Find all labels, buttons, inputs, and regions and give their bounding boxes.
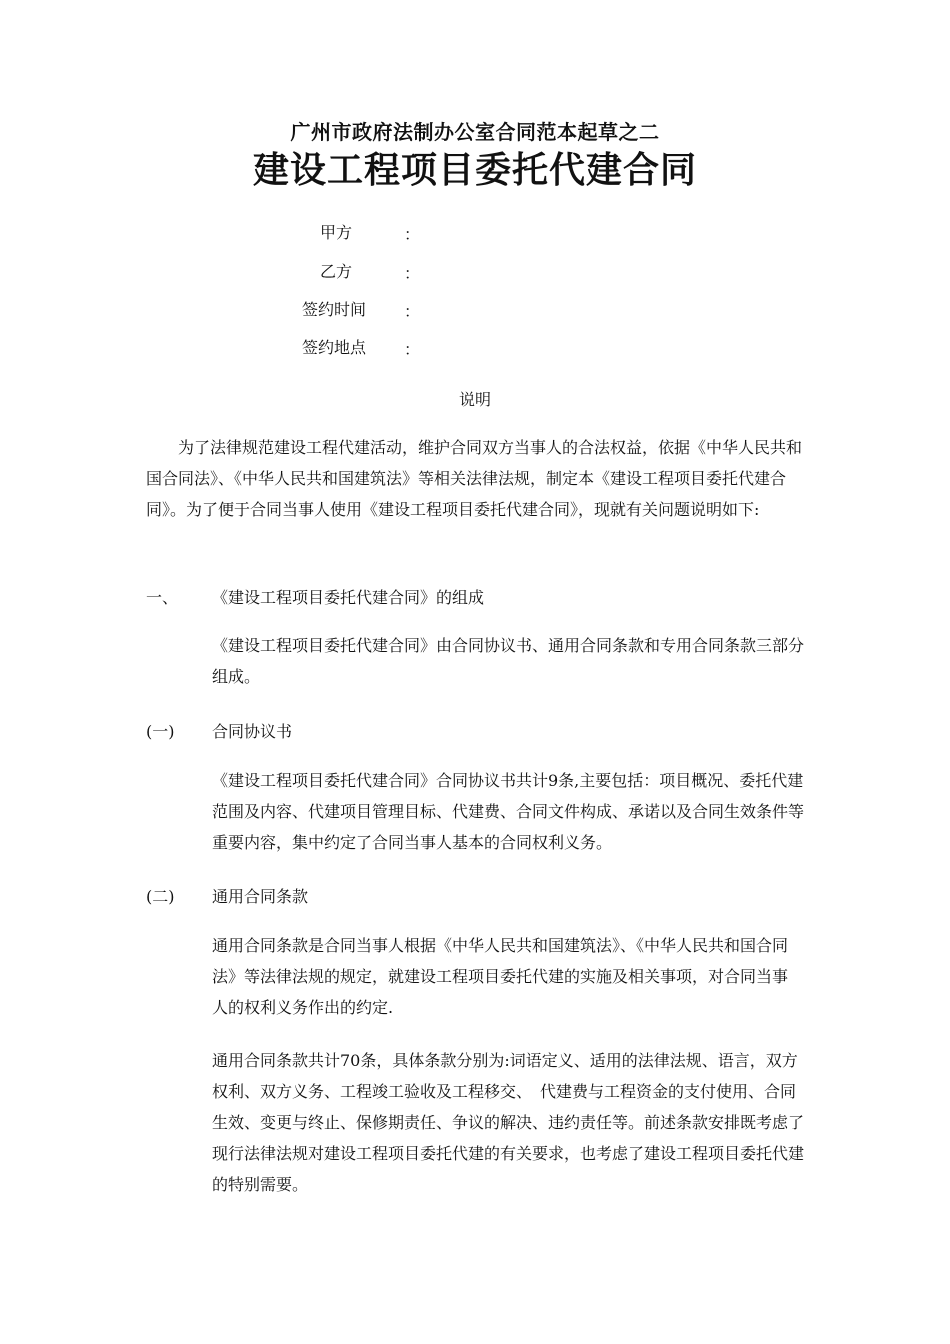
signing-time-colon: ：	[404, 302, 421, 321]
document-title: 建设工程项目委托代建合同	[252, 149, 697, 191]
signing-place-label: 签约地点	[302, 338, 367, 357]
document-subtitle: 广州市政府法制办公室合同范本起草之二	[290, 120, 660, 144]
party-a-colon: ：	[404, 225, 421, 244]
subsection-2-body-1: 通用合同条款是合同当事人根据《中华人民共和国建筑法》、《中华人民共和国合同法》等法律法规的规定，就建设工程项目委托代建的实施及相关事项，对合同当事人的权利义务作出的约定.	[212, 936, 789, 1017]
subsection-1-title: 合同协议书	[212, 722, 293, 741]
subsection-1-number: (一)	[146, 722, 175, 741]
intro-paragraph: 为了法律规范建设工程代建活动，维护合同双方当事人的合法权益，依据《中华人民共和国合同法》、《中华人民共和国建筑法》等相关法律法规，制定本《建设工程项目委托代建合同》。为了便于合同当事人使用《建设工程项目委托代建合同》，现就有关问题说明如下:	[146, 438, 803, 519]
party-b-colon: ：	[404, 264, 421, 283]
party-b-label: 乙方	[320, 262, 353, 281]
section-1-number: 一、	[146, 588, 179, 607]
explanation-heading: 说明	[458, 390, 491, 409]
subsection-2-title: 通用合同条款	[212, 887, 309, 906]
subsection-1-body: 《建设工程项目委托代建合同》合同协议书共计9条,主要包括：项目概况、委托代建范围及内容、代建项目管理目标、代建费、合同文件构成、承诺以及合同生效条件等重要内容，集中约定了合同当事人基本的合同权利义务。	[212, 771, 805, 852]
subsection-2-body-2: 通用合同条款共计70条，具体条款分别为:词语定义、适用的法律法规、语言，双方权利、双方义务、工程竣工验收及工程移交、 代建费与工程资金的支付使用、合同生效、变更与终止、保修期责任、争议的解决、违约责任等。前述条款安排既考虑了现行法律法规对建设工程项目委托代建的有关要求，也考虑了建设工程项目委托代建的特别需要。	[212, 1051, 805, 1194]
section-1-title: 《建设工程项目委托代建合同》的组成	[212, 588, 485, 607]
signing-place-colon: ：	[404, 340, 421, 359]
subsection-2-number: (二)	[146, 887, 175, 906]
section-1-body: 《建设工程项目委托代建合同》由合同协议书、通用合同条款和专用合同条款三部分组成。	[212, 636, 805, 686]
signing-time-label: 签约时间	[302, 300, 367, 319]
party-a-label: 甲方	[320, 223, 353, 242]
